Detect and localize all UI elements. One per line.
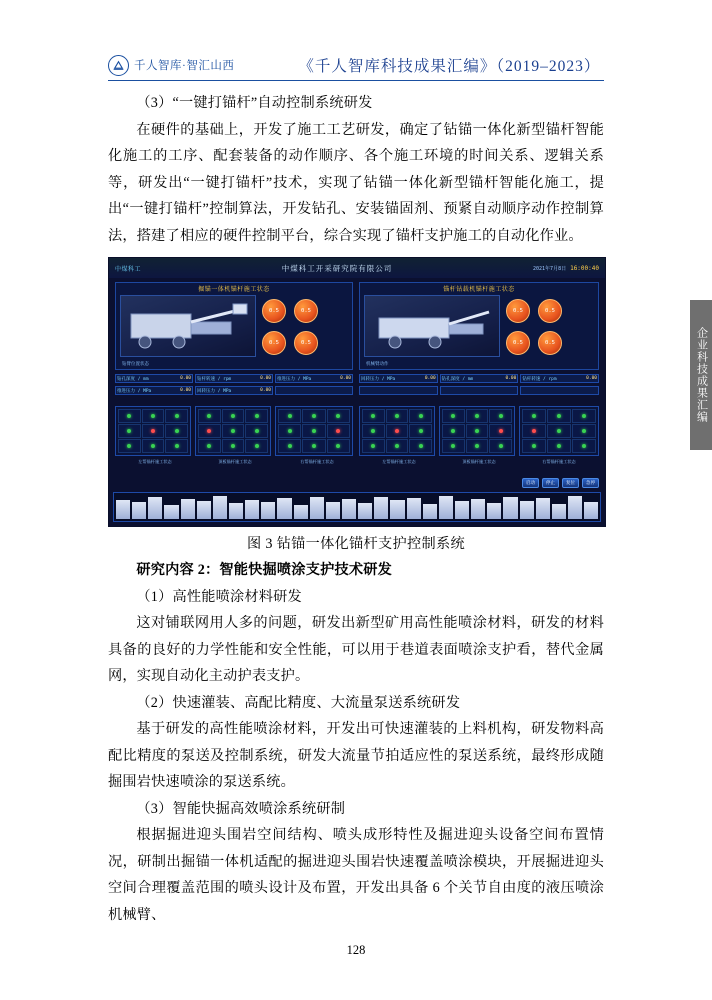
status-cell <box>489 424 512 438</box>
paragraph-7: 基于研发的高性能喷涂材料，开发出可快速灌装的上料机构，研发物料高配比精度的泵送及控制系统，研发大流量节拍适应性的泵送系统，最终形成随掘围岩快速喷涂的泵送系统。 <box>108 721 604 790</box>
status-block-1 <box>115 406 191 456</box>
readout-3 <box>275 374 353 383</box>
readout-8-value: 0.00 <box>260 388 271 393</box>
status-cell <box>409 424 432 438</box>
readout-10 <box>359 386 438 395</box>
readout-8-label: 回转压力 / MPa <box>197 388 232 394</box>
block-title-5: 顶板锚杆施工状态 <box>462 459 496 464</box>
header-title: 《千人智库科技成果汇编》（2019–2023） <box>298 58 601 75</box>
status-cell <box>547 424 571 438</box>
status-cell <box>466 439 489 453</box>
readout-2 <box>195 374 273 383</box>
status-cell <box>278 424 301 438</box>
status-cell <box>278 409 301 423</box>
readout-3-label: 推进压力 / MPa <box>277 376 312 382</box>
status-cell <box>442 439 465 453</box>
status-cell <box>386 424 409 438</box>
status-cell <box>466 424 489 438</box>
readout-7-label: 推进压力 / MPa <box>117 388 152 394</box>
status-cell <box>278 439 301 453</box>
status-cell <box>245 424 268 438</box>
gauge-7: 0.5 <box>506 331 530 355</box>
gauge-2: 0.5 <box>294 299 318 323</box>
block-title-4: 左帮锚杆施工状态 <box>382 459 416 464</box>
status-cell <box>165 439 188 453</box>
status-cell <box>118 409 141 423</box>
readout-3-value: 0.00 <box>340 376 351 381</box>
status-cell <box>245 439 268 453</box>
readout-7 <box>115 386 193 395</box>
status-block-3 <box>275 406 353 456</box>
status-cell <box>302 439 325 453</box>
status-cell <box>386 409 409 423</box>
side-tab-label: 企业科技成果汇编 <box>690 300 712 450</box>
readout-row-right-1 <box>359 374 599 383</box>
paragraph-4: （1）高性能喷涂材料研发 <box>136 588 302 605</box>
page-content <box>108 90 604 928</box>
readout-5 <box>440 374 519 383</box>
block-title-2: 顶板锚杆施工状态 <box>218 459 252 464</box>
status-cell <box>142 439 165 453</box>
gauge-5: 0.5 <box>506 299 530 323</box>
readout-5-value: 0.00 <box>505 376 517 381</box>
readout-9 <box>275 386 353 395</box>
status-block-6 <box>519 406 599 456</box>
machine-caption-right: 机械臂动作 <box>366 361 389 366</box>
status-block-5 <box>439 406 515 456</box>
panel-right-title: 锚杆钻载机锚杆施工状态 <box>443 287 515 293</box>
status-cell <box>409 409 432 423</box>
status-cell <box>118 439 141 453</box>
machine-caption-left: 钻臂位置状态 <box>122 361 149 366</box>
status-block-4 <box>359 406 435 456</box>
panel-right <box>359 282 599 370</box>
status-cell <box>142 424 165 438</box>
readout-4-label: 回转压力 / MPa <box>361 376 396 382</box>
status-cell <box>222 409 245 423</box>
status-cell <box>362 424 385 438</box>
readout-row-left-1 <box>115 374 353 383</box>
machine-illustration-left <box>120 295 256 357</box>
paragraph-8: （3）智能快掘高效喷涂系统研制 <box>136 800 346 817</box>
readout-6-value: 0.00 <box>586 376 598 381</box>
hmi-brand-label: 中煤科工 <box>115 266 142 273</box>
gauge-4: 0.5 <box>294 331 318 355</box>
readout-12 <box>520 386 599 395</box>
hmi-button-bar[interactable] <box>522 478 599 488</box>
readout-row-right-2 <box>359 386 599 395</box>
paragraph-3: 研究内容 2：智能快掘喷涂支护技术研发 <box>136 562 393 578</box>
block-title-1: 左帮锚杆施工状态 <box>138 459 172 464</box>
readout-4-value: 0.00 <box>424 376 436 381</box>
hmi-stop-button[interactable]: 停止 <box>542 478 559 488</box>
status-cell <box>489 439 512 453</box>
figure-hmi-screen <box>108 257 606 527</box>
readout-5-label: 钻孔深度 / mm <box>441 376 474 382</box>
hmi-emergency-stop-button[interactable]: 急停 <box>582 478 599 488</box>
status-cell <box>442 424 465 438</box>
block-title-3: 右帮锚杆施工状态 <box>300 459 334 464</box>
status-cell <box>522 439 546 453</box>
status-cell <box>547 409 571 423</box>
gauge-1: 0.5 <box>262 299 286 323</box>
readout-7-value: 0.00 <box>180 388 191 393</box>
status-cell <box>572 424 596 438</box>
status-cell <box>302 409 325 423</box>
paragraph-2: 在硬件的基础上，开发了施工工艺研发，确定了钻锚一体化新型锚杆智能化施工的工序、配套装备的动作顺序、各个施工环境的时间关系、逻辑关系等，研发出“一键打锚杆”技术，实现了钻锚一体化新型锚杆智能化施工，提出“一键打锚杆”控制算法，开发钻孔、安装锚固剂、预紧自动顺序动作控制算法，搭建了相应的硬件控制平台，综合实现了锚杆支护施工的自动化作业。 <box>108 121 604 244</box>
status-cell <box>302 424 325 438</box>
readout-8 <box>195 386 273 395</box>
readout-2-label: 钻杆转速 / rpm <box>197 376 232 382</box>
readout-11 <box>440 386 519 395</box>
page-header <box>108 48 604 82</box>
paragraph-6: （2）快速灌装、高配比精度、大流量泵送系统研发 <box>136 694 461 711</box>
status-cell <box>547 439 571 453</box>
status-cell <box>409 439 432 453</box>
paragraph-9: 根据掘进迎头围岩空间结构、喷头成形特性及掘进迎头设备空间布置情况，研制出掘锚一体机适配的掘进迎头围岩快速覆盖喷涂模块，开展掘进迎头空间合理覆盖范围的喷头设计及布置，开发出具备 6 个关节自由度的液压喷涂机械臂、 <box>108 827 604 923</box>
status-cell <box>222 424 245 438</box>
status-cell <box>118 424 141 438</box>
status-cell <box>245 409 268 423</box>
status-cell <box>489 409 512 423</box>
status-cell <box>327 439 350 453</box>
status-cell <box>142 409 165 423</box>
status-cell <box>466 409 489 423</box>
readout-4 <box>359 374 438 383</box>
hmi-bar-strip <box>113 492 601 522</box>
status-cell <box>327 409 350 423</box>
hmi-start-button[interactable]: 启动 <box>522 478 539 488</box>
status-cell <box>198 409 221 423</box>
hmi-time-label: 16:00:40 <box>570 264 599 272</box>
status-cell <box>386 439 409 453</box>
header-divider <box>108 80 604 81</box>
hmi-reset-button[interactable]: 复位 <box>562 478 579 488</box>
block-title-6: 右帮锚杆施工状态 <box>542 459 576 464</box>
panel-left-title: 掘锚一体机锚杆施工状态 <box>198 287 270 293</box>
readout-1-value: 0.00 <box>180 376 191 381</box>
readout-6 <box>520 374 599 383</box>
status-cell <box>222 439 245 453</box>
status-cell <box>198 439 221 453</box>
organization-logo-icon <box>108 55 129 76</box>
status-cell <box>362 409 385 423</box>
readout-2-value: 0.00 <box>260 376 271 381</box>
readout-row-left-2 <box>115 386 353 395</box>
status-cell <box>572 439 596 453</box>
status-cell <box>572 409 596 423</box>
paragraph-1: （3）“一键打锚杆”自动控制系统研发 <box>136 95 373 111</box>
status-cell <box>327 424 350 438</box>
machine-illustration-right <box>364 295 500 357</box>
page-number: 128 <box>346 943 366 957</box>
status-block-captions <box>115 459 599 465</box>
status-cell <box>522 424 546 438</box>
gauge-8: 0.5 <box>538 331 562 355</box>
status-cell <box>442 409 465 423</box>
status-cell <box>522 409 546 423</box>
panel-left <box>115 282 353 370</box>
status-cell <box>165 409 188 423</box>
readout-6-label: 钻杆转速 / rpm <box>522 376 557 382</box>
readout-1 <box>115 374 193 383</box>
logo-text: 千人智库·智汇山西 <box>134 60 235 72</box>
status-cell <box>165 424 188 438</box>
hmi-date-label: 2021年7月8日 <box>533 265 567 272</box>
gauge-6: 0.5 <box>538 299 562 323</box>
hmi-titlebar <box>109 258 605 278</box>
status-cell <box>362 439 385 453</box>
status-block-2 <box>195 406 271 456</box>
figure-caption: 图 3 钻锚一体化锚杆支护控制系统 <box>247 536 465 552</box>
status-cell <box>198 424 221 438</box>
gauge-3: 0.5 <box>262 331 286 355</box>
hmi-title-label: 中煤科工开采研究院有限公司 <box>281 263 393 273</box>
paragraph-5: 这对铺联网用人多的问题，研发出新型矿用高性能喷涂材料，研发的材料具备的良好的力学性能和安全性能，可以用于巷道表面喷涂支护看，替代金属网，实现自动化主动护表支护。 <box>108 615 604 684</box>
readout-1-label: 钻孔深度 / mm <box>117 376 149 382</box>
